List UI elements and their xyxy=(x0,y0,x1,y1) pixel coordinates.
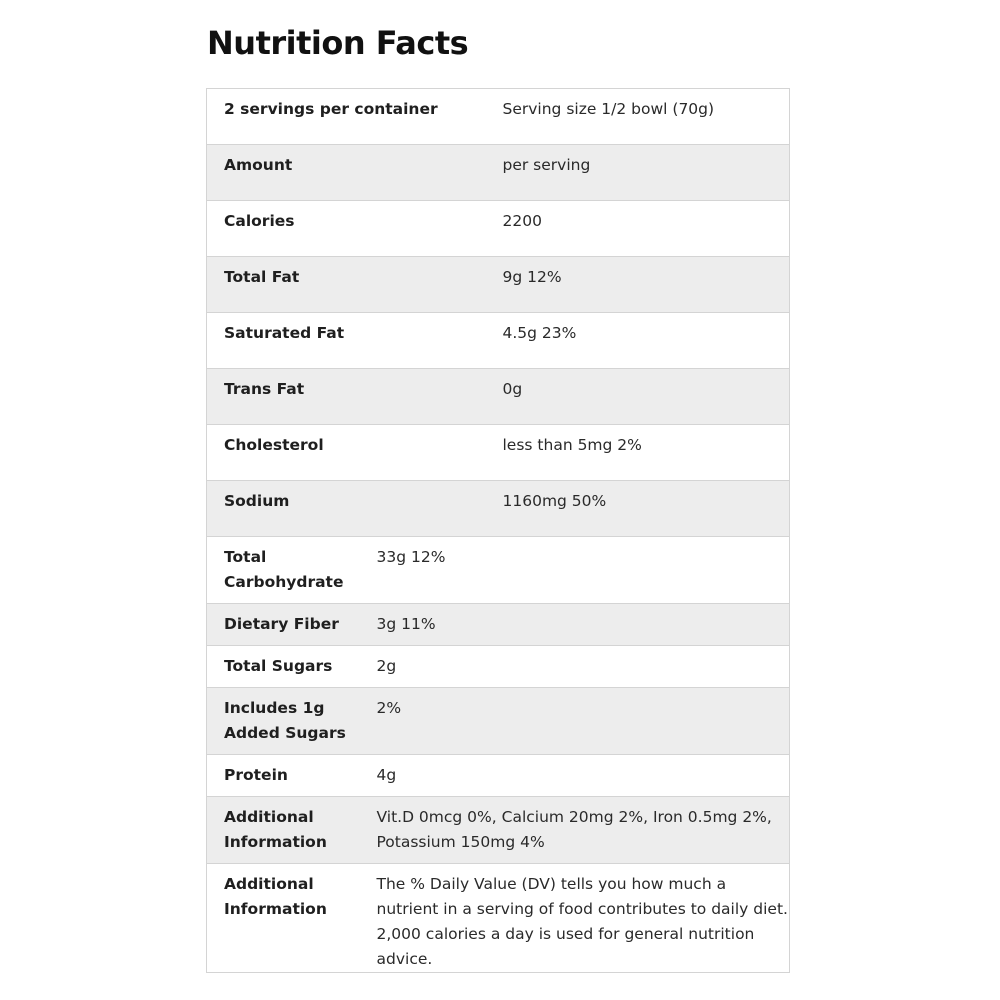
nutrition-table xyxy=(206,88,790,973)
row-label: Saturated Fat xyxy=(224,324,345,342)
row-label: Sodium xyxy=(224,492,290,510)
table-row xyxy=(207,604,790,646)
row-label: Additional Information xyxy=(224,808,327,851)
table-row xyxy=(207,481,790,537)
table-row xyxy=(207,89,790,145)
serving-size: Serving size 1/2 bowl (70g) xyxy=(502,100,715,118)
table-row xyxy=(207,369,790,425)
row-label: Additional Information xyxy=(224,875,327,918)
table-row xyxy=(207,425,790,481)
row-label: Includes 1g Added Sugars xyxy=(224,699,346,742)
row-label: Amount xyxy=(224,156,293,174)
table-row xyxy=(207,313,790,369)
row-value: Vit.D 0mcg 0%, Calcium 20mg 2%, Iron 0.5mg 2%, Potassium 150mg 4% xyxy=(376,808,772,851)
table-row xyxy=(207,201,790,257)
table-row xyxy=(207,145,790,201)
table-row xyxy=(207,755,790,797)
servings-per-container: 2 servings per container xyxy=(224,100,438,118)
row-value: 4.5g 23% xyxy=(502,324,577,342)
table-row xyxy=(207,688,790,755)
row-value: 2200 xyxy=(502,212,542,230)
row-value: 33g 12% xyxy=(376,548,446,566)
page-title: Nutrition Facts xyxy=(207,24,469,62)
row-value: 2g xyxy=(376,657,397,675)
row-label: Cholesterol xyxy=(224,436,324,454)
row-value: per serving xyxy=(502,156,591,174)
row-value: less than 5mg 2% xyxy=(502,436,642,454)
row-value: 3g 11% xyxy=(376,615,436,633)
row-label: Total Carbohydrate xyxy=(224,548,344,591)
table-row xyxy=(207,797,790,864)
row-label: Dietary Fiber xyxy=(224,615,339,633)
table-row xyxy=(207,257,790,313)
row-value: 1160mg 50% xyxy=(502,492,607,510)
row-label: Total Sugars xyxy=(224,657,333,675)
table-row xyxy=(207,537,790,604)
row-value: 9g 12% xyxy=(502,268,562,286)
table-row xyxy=(207,864,790,973)
row-value: 2% xyxy=(376,699,402,717)
row-value: 0g xyxy=(502,380,523,398)
row-value: 4g xyxy=(376,766,397,784)
row-label: Total Fat xyxy=(224,268,300,286)
row-label: Calories xyxy=(224,212,295,230)
row-value: The % Daily Value (DV) tells you how much a nutrient in a serving of food contributes to daily diet. 2,000 calories a day is used for general nutrition advice. xyxy=(376,875,788,968)
table-row xyxy=(207,646,790,688)
row-label: Trans Fat xyxy=(224,380,305,398)
row-label: Protein xyxy=(224,766,288,784)
